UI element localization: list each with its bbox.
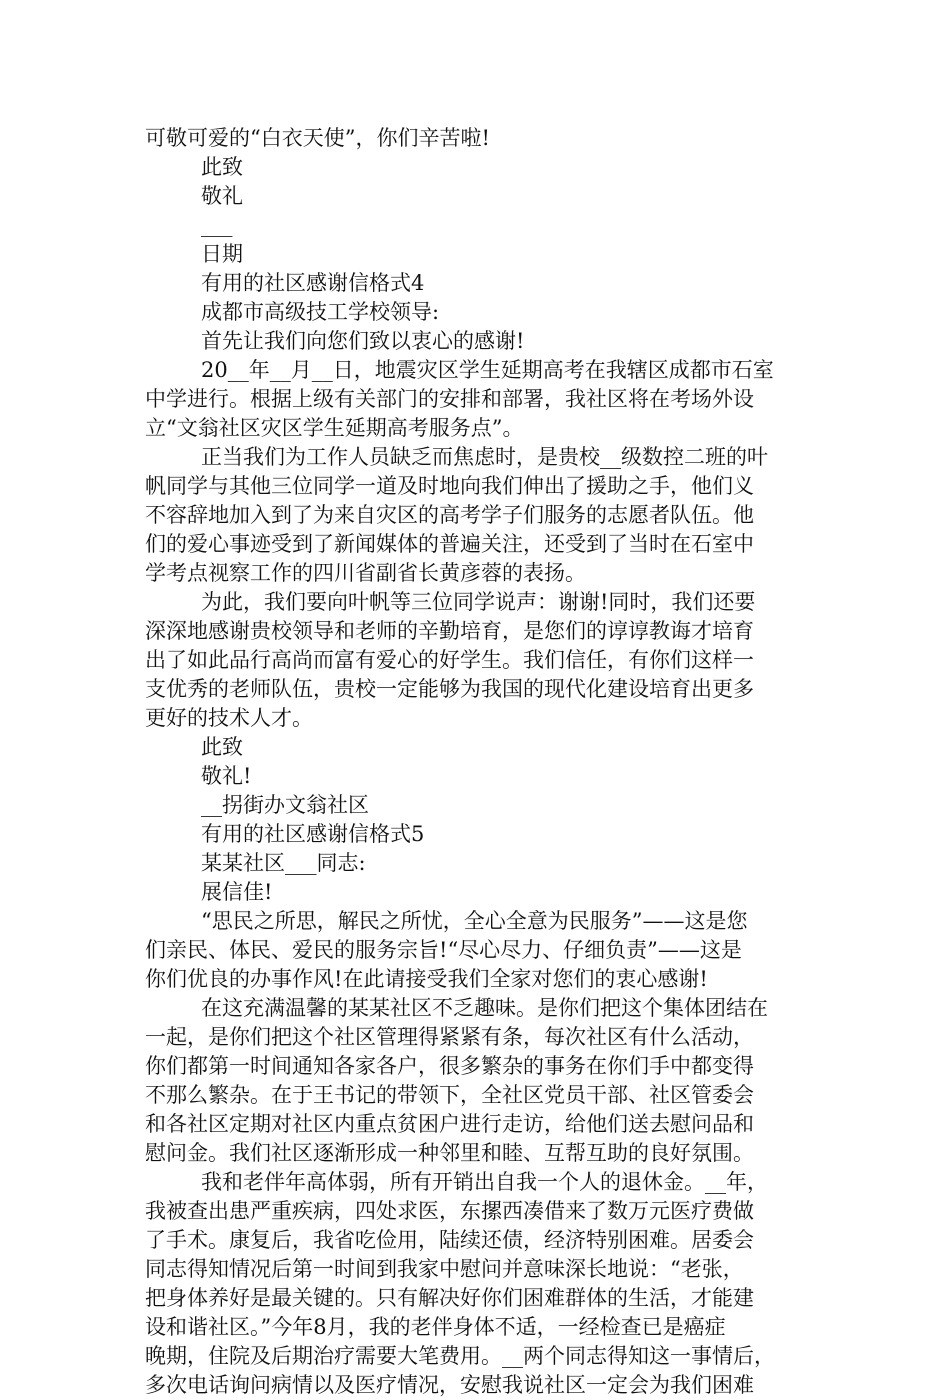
document-line: 慰问金。我们社区逐渐形成一种邻里和睦、互帮互助的良好氛围。 bbox=[145, 1141, 754, 1165]
document-line: 多次电话询问病情以及医疗情况，安慰我说社区一定会为我们困难 bbox=[145, 1373, 754, 1397]
document-line: 我被查出患严重疾病，四处求医，东摞西凑借来了数万元医疗费做 bbox=[145, 1199, 754, 1223]
document-line: 晚期，住院及后期治疗需要大笔费用。__两个同志得知这一事情后， bbox=[145, 1344, 775, 1368]
document-line: 敬礼! bbox=[201, 764, 252, 788]
document-line: 更好的技术人才。 bbox=[145, 706, 313, 730]
document-line: 不容辞地加入到了为来自灾区的高考学子们服务的志愿者队伍。他 bbox=[145, 503, 754, 527]
document-line: 们亲民、体民、爱民的服务宗旨!“尽心尽力、仔细负责”——这是 bbox=[145, 938, 742, 962]
document-line: 支优秀的老师队伍，贵校一定能够为我国的现代化建设培育出更多 bbox=[145, 677, 754, 701]
document-line: 帆同学与其他三位同学一道及时地向我们伸出了援助之手，他们义 bbox=[145, 474, 754, 498]
document-line: 首先让我们向您们致以衷心的感谢! bbox=[201, 329, 525, 353]
document-line: 日期 bbox=[201, 242, 243, 266]
document-line: 和各社区定期对社区内重点贫困户进行走访，给他们送去慰问品和 bbox=[145, 1112, 754, 1136]
document-line: 在这充满温馨的某某社区不乏趣味。是你们把这个集体团结在 bbox=[201, 996, 768, 1020]
document-line: 你们优良的办事作风!在此请接受我们全家对您们的衷心感谢! bbox=[145, 967, 708, 991]
document-line: 可敬可爱的“白衣天使”，你们辛苦啦! bbox=[145, 126, 490, 150]
document-line: 学考点视察工作的四川省副省长黄彦蓉的表扬。 bbox=[145, 561, 586, 585]
document-line: 深深地感谢贵校领导和老师的辛勤培育，是您们的谆谆教诲才培育 bbox=[145, 619, 754, 643]
document-line: 为此，我们要向叶帆等三位同学说声：谢谢!同时，我们还要 bbox=[201, 590, 756, 614]
document-line: 出了如此品行高尚而富有爱心的好学生。我们信任，有你们这样一 bbox=[145, 648, 754, 672]
document-line: 成都市高级技工学校领导: bbox=[201, 300, 440, 324]
document-line: 我和老伴年高体弱，所有开销出自我一个人的退休金。__年， bbox=[201, 1170, 768, 1194]
document-line: 有用的社区感谢信格式4 bbox=[201, 271, 425, 295]
document-line: 一起，是你们把这个社区管理得紧紧有条，每次社区有什么活动， bbox=[145, 1025, 754, 1049]
document-line: __拐街办文翁社区 bbox=[201, 793, 369, 817]
document-line: 了手术。康复后，我省吃俭用，陆续还债，经济特别困难。居委会 bbox=[145, 1228, 754, 1252]
document-line: 20__年__月__日，地震灾区学生延期高考在我辖区成都市石室 bbox=[201, 358, 774, 382]
document-line: ___ bbox=[201, 213, 233, 237]
document-line: 某某社区___同志: bbox=[201, 851, 366, 875]
document-line: 正当我们为工作人员缺乏而焦虑时，是贵校__级数控二班的叶 bbox=[201, 445, 768, 469]
document-line: 展信佳! bbox=[201, 880, 273, 904]
document-line: 你们都第一时间通知各家各户，很多繁杂的事务在你们手中都变得 bbox=[145, 1054, 754, 1078]
document-line: 中学进行。根据上级有关部门的安排和部署，我社区将在考场外设 bbox=[145, 387, 754, 411]
document-line: 敬礼 bbox=[201, 184, 243, 208]
document-line: 此致 bbox=[201, 155, 243, 179]
document-line: 们的爱心事迹受到了新闻媒体的普遍关注，还受到了当时在石室中 bbox=[145, 532, 754, 556]
document-line: 设和谐社区。”今年8月，我的老伴身体不适，一经检查已是癌症 bbox=[145, 1315, 726, 1339]
document-line: 把身体养好是最关键的。只有解决好你们困难群体的生活，才能建 bbox=[145, 1286, 754, 1310]
document-line: 不那么繁杂。在于王书记的带领下，全社区党员干部、社区管委会 bbox=[145, 1083, 754, 1107]
document-line: 此致 bbox=[201, 735, 243, 759]
document-line: “思民之所思，解民之所忧，全心全意为民服务”——这是您 bbox=[201, 909, 748, 933]
document-line: 立“文翁社区灾区学生延期高考服务点”。 bbox=[145, 416, 524, 440]
document-body bbox=[145, 124, 825, 1400]
document-line: 同志得知情况后第一时间到我家中慰问并意味深长地说：“老张， bbox=[145, 1257, 744, 1281]
document-line: 有用的社区感谢信格式5 bbox=[201, 822, 425, 846]
